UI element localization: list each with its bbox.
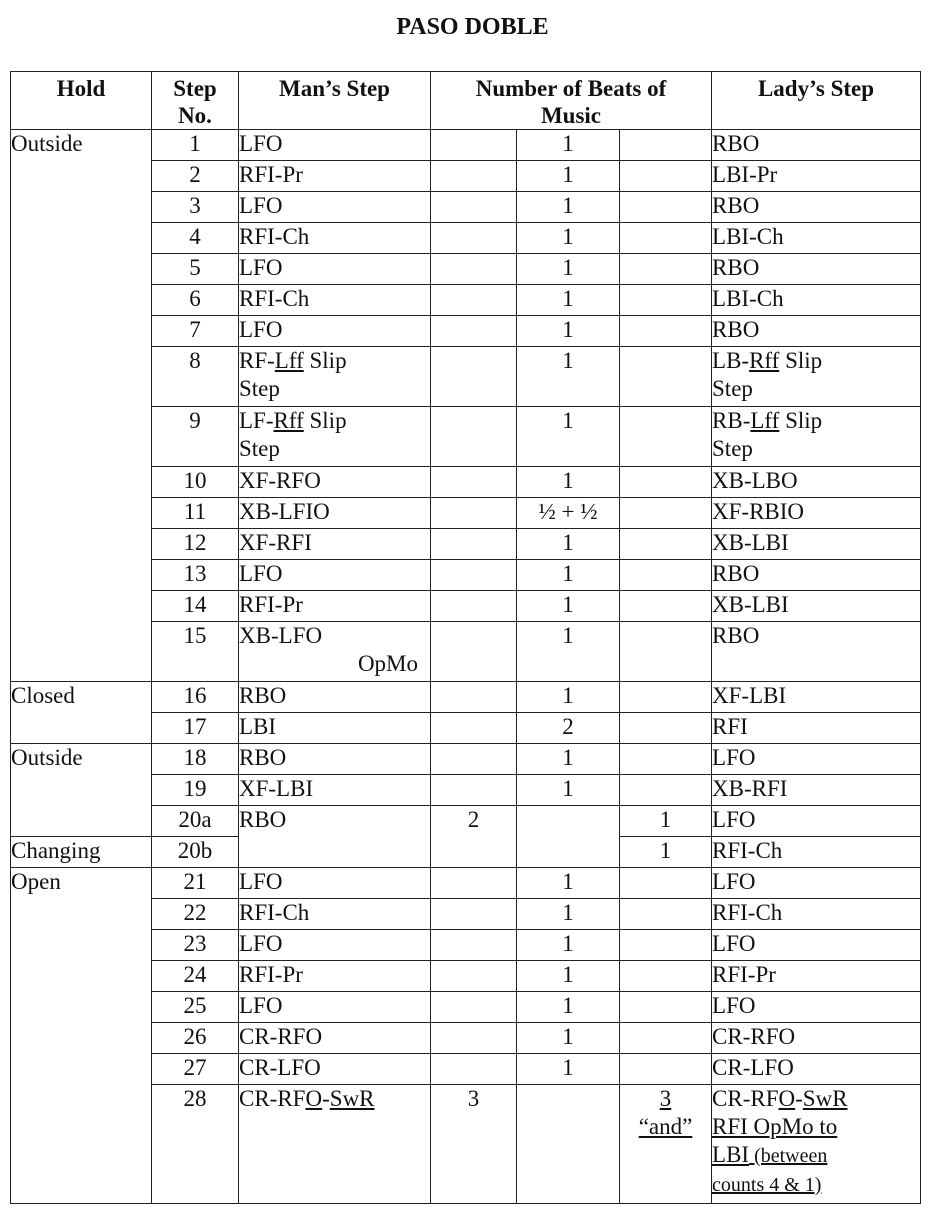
step-number: 24	[152, 961, 239, 992]
beat-cell: 1	[517, 1023, 620, 1054]
hold-cell: Outside	[11, 744, 152, 837]
beat-cell	[517, 1085, 620, 1204]
beat-cell	[620, 622, 712, 682]
lady-step: RBO	[712, 130, 921, 161]
lady-step: XB-LBO	[712, 467, 921, 498]
beat-cell	[620, 285, 712, 316]
lady-step: RFI	[712, 713, 921, 744]
man-step: XF-RFI	[239, 529, 431, 560]
man-step: RBO	[239, 806, 431, 868]
man-step: RFI-Ch	[239, 285, 431, 316]
step-number: 11	[152, 498, 239, 529]
beat-cell	[431, 529, 517, 560]
man-step: RFI-Ch	[239, 223, 431, 254]
beat-cell	[620, 529, 712, 560]
table-header-row	[11, 72, 921, 130]
lady-step: LFO	[712, 930, 921, 961]
beat-cell: 1	[517, 254, 620, 285]
beat-cell	[431, 930, 517, 961]
beat-cell	[620, 899, 712, 930]
beat-cell	[620, 961, 712, 992]
beat-cell	[620, 192, 712, 223]
beat-cell	[431, 1054, 517, 1085]
beat-cell: 1	[517, 591, 620, 622]
man-step: LFO	[239, 254, 431, 285]
man-step: RBO	[239, 744, 431, 775]
beat-cell: 1	[517, 992, 620, 1023]
lady-step: CR-RFO-SwR RFI OpMo to LBI (between counts 4 & 1)	[712, 1085, 921, 1204]
step-number: 5	[152, 254, 239, 285]
man-step: XF-LBI	[239, 775, 431, 806]
table-row	[11, 744, 921, 775]
hold-cell: Outside	[11, 130, 152, 682]
man-step: LFO	[239, 930, 431, 961]
step-number: 20a	[152, 806, 239, 837]
beat-cell	[620, 161, 712, 192]
lady-step: XB-LBI	[712, 591, 921, 622]
table-row	[11, 868, 921, 899]
lady-step: LBI-Pr	[712, 161, 921, 192]
beat-cell	[431, 591, 517, 622]
beat-cell	[431, 775, 517, 806]
beat-cell	[620, 316, 712, 347]
beat-cell: 1	[517, 1054, 620, 1085]
lady-step: LB-Rff Slip Step	[712, 347, 921, 407]
beat-cell	[431, 316, 517, 347]
beat-cell	[431, 992, 517, 1023]
header-hold: Hold	[11, 72, 152, 130]
man-step: RFI-Ch	[239, 899, 431, 930]
beat-cell	[620, 744, 712, 775]
lady-step: LBI-Ch	[712, 285, 921, 316]
beat-cell	[517, 806, 620, 868]
step-number: 12	[152, 529, 239, 560]
lady-step: CR-RFO	[712, 1023, 921, 1054]
man-step: RFI-Pr	[239, 161, 431, 192]
step-number: 9	[152, 407, 239, 467]
beat-cell: 1	[517, 868, 620, 899]
beat-cell	[431, 161, 517, 192]
step-number: 27	[152, 1054, 239, 1085]
beat-cell: 1	[517, 161, 620, 192]
beat-cell: 1	[517, 347, 620, 407]
step-number: 13	[152, 560, 239, 591]
man-step: RF-Lff Slip Step	[239, 347, 431, 407]
man-step: XB-LFIO	[239, 498, 431, 529]
beat-cell: 1	[620, 837, 712, 868]
lady-step: LFO	[712, 744, 921, 775]
step-number: 6	[152, 285, 239, 316]
beat-cell	[620, 930, 712, 961]
beat-cell	[620, 1023, 712, 1054]
lady-step: LFO	[712, 992, 921, 1023]
man-step: LFO	[239, 868, 431, 899]
step-number: 7	[152, 316, 239, 347]
step-number: 18	[152, 744, 239, 775]
beat-cell: 1	[517, 775, 620, 806]
man-step: LBI	[239, 713, 431, 744]
beat-cell	[431, 560, 517, 591]
man-step: CR-RFO-SwR	[239, 1085, 431, 1204]
hold-cell: Changing	[11, 837, 152, 868]
lady-step: CR-LFO	[712, 1054, 921, 1085]
beat-cell	[620, 713, 712, 744]
lady-step: LBI-Ch	[712, 223, 921, 254]
man-step: XF-RFO	[239, 467, 431, 498]
beat-cell	[431, 498, 517, 529]
lady-step: RFI-Ch	[712, 899, 921, 930]
beat-cell	[620, 1054, 712, 1085]
beat-cell	[620, 775, 712, 806]
lady-step: RBO	[712, 316, 921, 347]
man-step: RBO	[239, 682, 431, 713]
beat-cell	[620, 223, 712, 254]
page-title: PASO DOBLE	[396, 14, 549, 40]
man-step: RFI-Pr	[239, 961, 431, 992]
beat-cell	[431, 130, 517, 161]
lady-step: RFI-Pr	[712, 961, 921, 992]
step-number: 2	[152, 161, 239, 192]
man-step: LFO	[239, 316, 431, 347]
lady-step: XB-LBI	[712, 529, 921, 560]
beat-cell	[431, 961, 517, 992]
man-step: LFO	[239, 992, 431, 1023]
lady-step: RBO	[712, 192, 921, 223]
step-number: 16	[152, 682, 239, 713]
lady-step: RFI-Ch	[712, 837, 921, 868]
step-number: 3	[152, 192, 239, 223]
table-row	[11, 682, 921, 713]
beat-cell: 1	[517, 529, 620, 560]
lady-step: RBO	[712, 560, 921, 591]
step-number: 4	[152, 223, 239, 254]
beat-cell: 1	[517, 407, 620, 467]
beat-cell	[431, 868, 517, 899]
header-beats: Number of Beats of Music	[431, 72, 712, 130]
beat-cell	[431, 1023, 517, 1054]
man-step: LFO	[239, 560, 431, 591]
step-number: 23	[152, 930, 239, 961]
man-step: CR-RFO	[239, 1023, 431, 1054]
step-number: 22	[152, 899, 239, 930]
beat-cell	[431, 285, 517, 316]
dance-step-table	[10, 71, 921, 1204]
lady-step: XB-RFI	[712, 775, 921, 806]
step-number: 10	[152, 467, 239, 498]
beat-cell	[431, 347, 517, 407]
beat-cell: 2	[517, 713, 620, 744]
beat-cell	[620, 498, 712, 529]
beat-cell	[431, 744, 517, 775]
man-step: LFO	[239, 192, 431, 223]
man-step: LF-Rff Slip Step	[239, 407, 431, 467]
step-number: 19	[152, 775, 239, 806]
man-step: XB-LFO OpMo	[239, 622, 431, 682]
step-number: 8	[152, 347, 239, 407]
lady-step: RB-Lff Slip Step	[712, 407, 921, 467]
beat-cell	[620, 407, 712, 467]
beat-cell: 1	[517, 560, 620, 591]
beat-cell: 1	[517, 899, 620, 930]
beat-cell	[620, 682, 712, 713]
hold-cell: Closed	[11, 682, 152, 744]
beat-cell: 1	[517, 192, 620, 223]
step-number: 1	[152, 130, 239, 161]
lady-step: RBO	[712, 622, 921, 682]
beat-cell: 1	[517, 961, 620, 992]
beat-cell: 1	[517, 930, 620, 961]
step-number: 15	[152, 622, 239, 682]
beat-cell	[620, 467, 712, 498]
beat-cell	[620, 254, 712, 285]
beat-cell	[431, 223, 517, 254]
lady-step: XF-RBIO	[712, 498, 921, 529]
beat-cell: 2	[431, 806, 517, 868]
beat-cell: 1	[517, 622, 620, 682]
beat-cell: 1	[517, 223, 620, 254]
step-number: 26	[152, 1023, 239, 1054]
beat-cell: ½ + ½	[517, 498, 620, 529]
beat-cell	[431, 254, 517, 285]
man-step: RFI-Pr	[239, 591, 431, 622]
man-step: LFO	[239, 130, 431, 161]
beat-cell: 1	[517, 316, 620, 347]
beat-cell	[620, 591, 712, 622]
beat-cell	[431, 713, 517, 744]
beat-cell: 1	[517, 285, 620, 316]
step-number: 21	[152, 868, 239, 899]
lady-step: LFO	[712, 806, 921, 837]
table-row	[11, 130, 921, 161]
beat-cell	[431, 467, 517, 498]
beat-cell: 3 “and”	[620, 1085, 712, 1204]
lady-step: RBO	[712, 254, 921, 285]
lady-step: XF-LBI	[712, 682, 921, 713]
hold-cell: Open	[11, 868, 152, 1204]
beat-cell	[620, 130, 712, 161]
step-number: 28	[152, 1085, 239, 1204]
beat-cell	[431, 622, 517, 682]
beat-cell	[431, 192, 517, 223]
step-number: 17	[152, 713, 239, 744]
lady-step: LFO	[712, 868, 921, 899]
header-man: Man’s Step	[239, 72, 431, 130]
header-step-no: Step No.	[152, 72, 239, 130]
beat-cell: 1	[620, 806, 712, 837]
beat-cell: 1	[517, 467, 620, 498]
step-number: 20b	[152, 837, 239, 868]
beat-cell	[431, 407, 517, 467]
beat-cell: 1	[517, 744, 620, 775]
beat-cell: 3	[431, 1085, 517, 1204]
beat-cell	[620, 560, 712, 591]
man-step: CR-LFO	[239, 1054, 431, 1085]
beat-cell: 1	[517, 682, 620, 713]
step-number: 25	[152, 992, 239, 1023]
beat-cell	[431, 899, 517, 930]
beat-cell	[620, 347, 712, 407]
header-lady: Lady’s Step	[712, 72, 921, 130]
beat-cell	[620, 992, 712, 1023]
step-number: 14	[152, 591, 239, 622]
beat-cell	[620, 868, 712, 899]
beat-cell: 1	[517, 130, 620, 161]
beat-cell	[431, 682, 517, 713]
